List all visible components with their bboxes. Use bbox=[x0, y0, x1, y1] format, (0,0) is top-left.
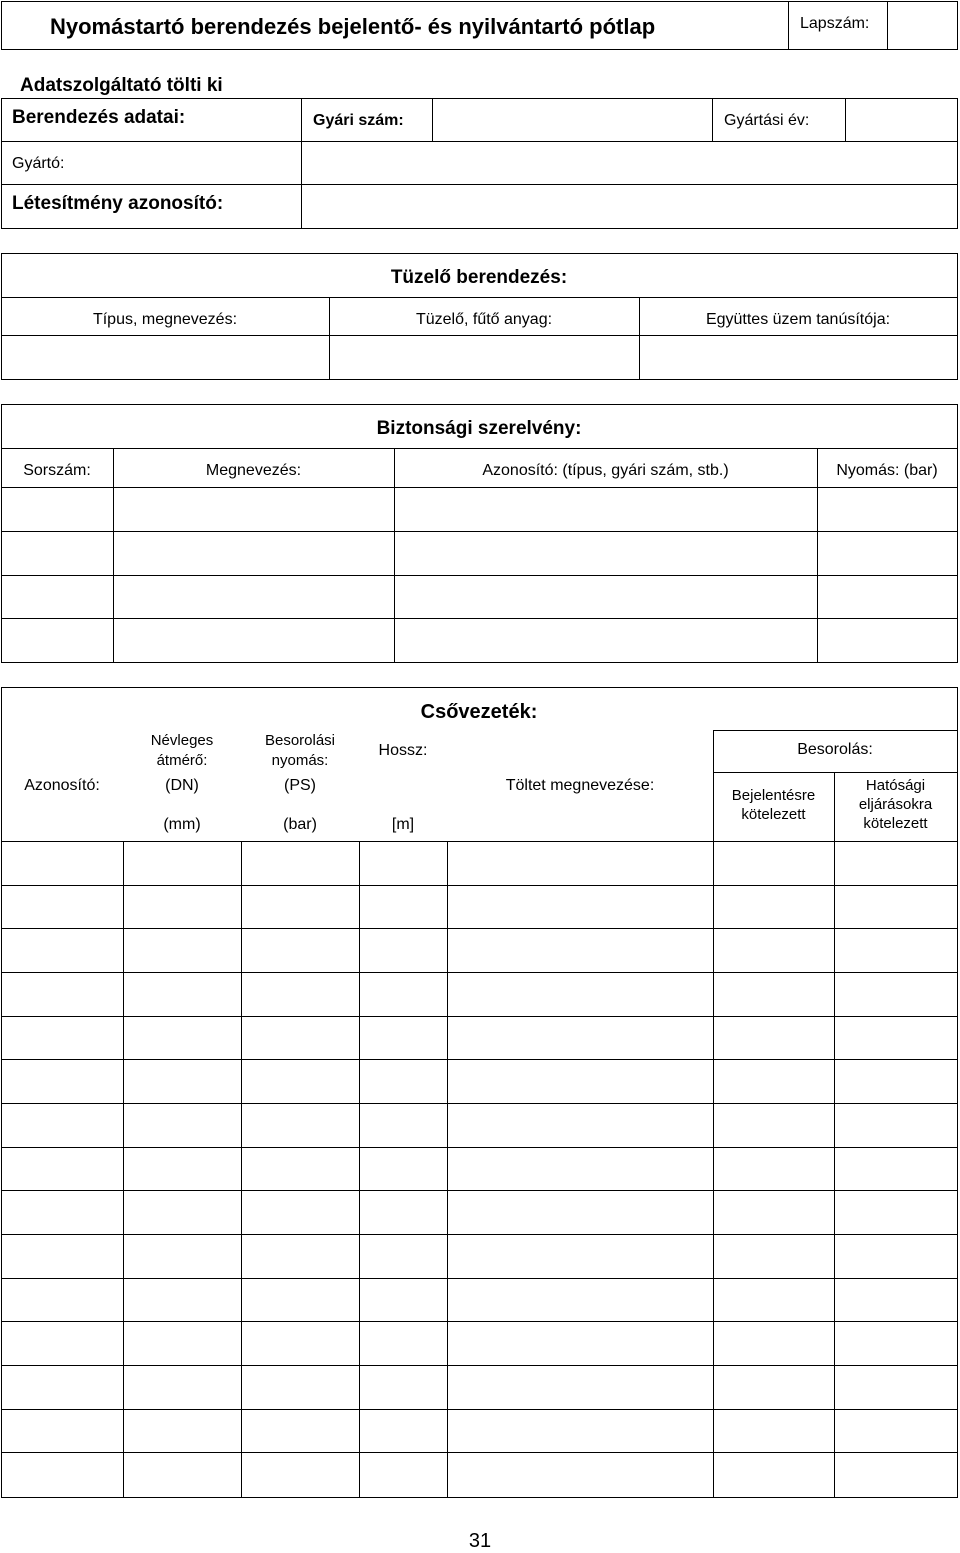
csovezetek-row[interactable] bbox=[2, 1060, 957, 1103]
cso-col-nevleges-3: (DN) bbox=[165, 777, 199, 794]
cso-col-hatosagi-3: kötelezett bbox=[863, 815, 928, 832]
biztonsagi-row[interactable] bbox=[2, 532, 957, 575]
biztonsagi-col-azonosito: Azonosító: (típus, gyári szám, stb.) bbox=[482, 462, 729, 479]
tuzelo-col-tanusito: Együttes üzem tanúsítója: bbox=[705, 311, 891, 328]
cso-col-nevleges-2: átmérő: bbox=[156, 752, 208, 769]
csovezetek-row[interactable] bbox=[2, 1191, 957, 1234]
csovezetek-row[interactable] bbox=[2, 1410, 957, 1452]
csovezetek-row[interactable] bbox=[2, 1366, 957, 1409]
biztonsagi-row[interactable] bbox=[2, 576, 957, 618]
biztonsagi-row[interactable] bbox=[2, 488, 957, 531]
cso-col-nevleges-4: (mm) bbox=[163, 816, 201, 833]
cso-col-hossz-2: [m] bbox=[391, 816, 415, 833]
csovezetek-row[interactable] bbox=[2, 1017, 957, 1059]
csovezetek-row[interactable] bbox=[2, 886, 957, 928]
biztonsagi-col-sorszam: Sorszám: bbox=[23, 462, 91, 479]
cso-col-bejelentesre-2: kötelezett bbox=[741, 806, 806, 823]
lapszam-label: Lapszám: bbox=[800, 15, 870, 32]
csovezetek-row[interactable] bbox=[2, 1453, 957, 1497]
cso-col-nevleges-1: Névleges bbox=[150, 732, 214, 749]
tuzelo-col-tipus: Típus, megnevezés: bbox=[92, 311, 238, 328]
tuzelo-field-tanusito[interactable] bbox=[640, 336, 957, 379]
cso-col-toltet: Töltet megnevezése: bbox=[505, 777, 655, 794]
cso-col-besorolasi-4: (bar) bbox=[283, 816, 317, 833]
page-title: Nyomástartó berendezés bejelentő- és nyilvántartó pótlap bbox=[50, 14, 656, 39]
cso-col-besorolasi-3: (PS) bbox=[284, 777, 316, 794]
gyartasi-ev-label: Gyártási év: bbox=[724, 112, 810, 129]
csovezetek-row[interactable] bbox=[2, 973, 957, 1016]
csovezetek-row[interactable] bbox=[2, 1148, 957, 1190]
cso-col-besorolasi-2: nyomás: bbox=[271, 752, 329, 769]
cso-col-hatosagi-1: Hatósági bbox=[865, 777, 926, 794]
csovezetek-row[interactable] bbox=[2, 1279, 957, 1321]
csovezetek-row[interactable] bbox=[2, 929, 957, 972]
biztonsagi-title: Biztonsági szerelvény: bbox=[376, 418, 582, 439]
cso-col-bejelentesre-1: Bejelentésre bbox=[731, 787, 816, 804]
berendezes-label: Berendezés adatai: bbox=[12, 107, 186, 128]
page-number: 31 bbox=[468, 1530, 492, 1552]
tuzelo-field-anyag[interactable] bbox=[330, 336, 639, 379]
cso-col-besorolas: Besorolás: bbox=[797, 741, 873, 758]
supplier-heading: Adatszolgáltató tölti ki bbox=[20, 75, 223, 96]
tuzelo-col-anyag: Tüzelő, fűtő anyag: bbox=[415, 311, 553, 328]
csovezetek-row[interactable] bbox=[2, 842, 957, 885]
gyari-szam-label: Gyári szám: bbox=[313, 112, 404, 129]
letesitmeny-label: Létesítmény azonosító: bbox=[12, 193, 224, 214]
cso-col-besorolasi-1: Besorolási bbox=[264, 732, 336, 749]
cso-col-azonosito: Azonosító: bbox=[24, 777, 100, 794]
csovezetek-row[interactable] bbox=[2, 1322, 957, 1365]
biztonsagi-col-megnevezes: Megnevezés: bbox=[205, 462, 302, 479]
cso-col-hatosagi-2: eljárásokra bbox=[858, 796, 933, 813]
biztonsagi-col-nyomas: Nyomás: (bar) bbox=[836, 462, 938, 479]
tuzelo-title: Tüzelő berendezés: bbox=[390, 267, 568, 288]
csovezetek-row[interactable] bbox=[2, 1235, 957, 1278]
csovezetek-title: Csővezeték: bbox=[420, 701, 538, 723]
cso-col-hossz-1: Hossz: bbox=[378, 742, 428, 759]
gyarto-label: Gyártó: bbox=[12, 155, 65, 172]
csovezetek-row[interactable] bbox=[2, 1104, 957, 1147]
tuzelo-field-tipus[interactable] bbox=[2, 336, 329, 379]
biztonsagi-row[interactable] bbox=[2, 619, 957, 662]
